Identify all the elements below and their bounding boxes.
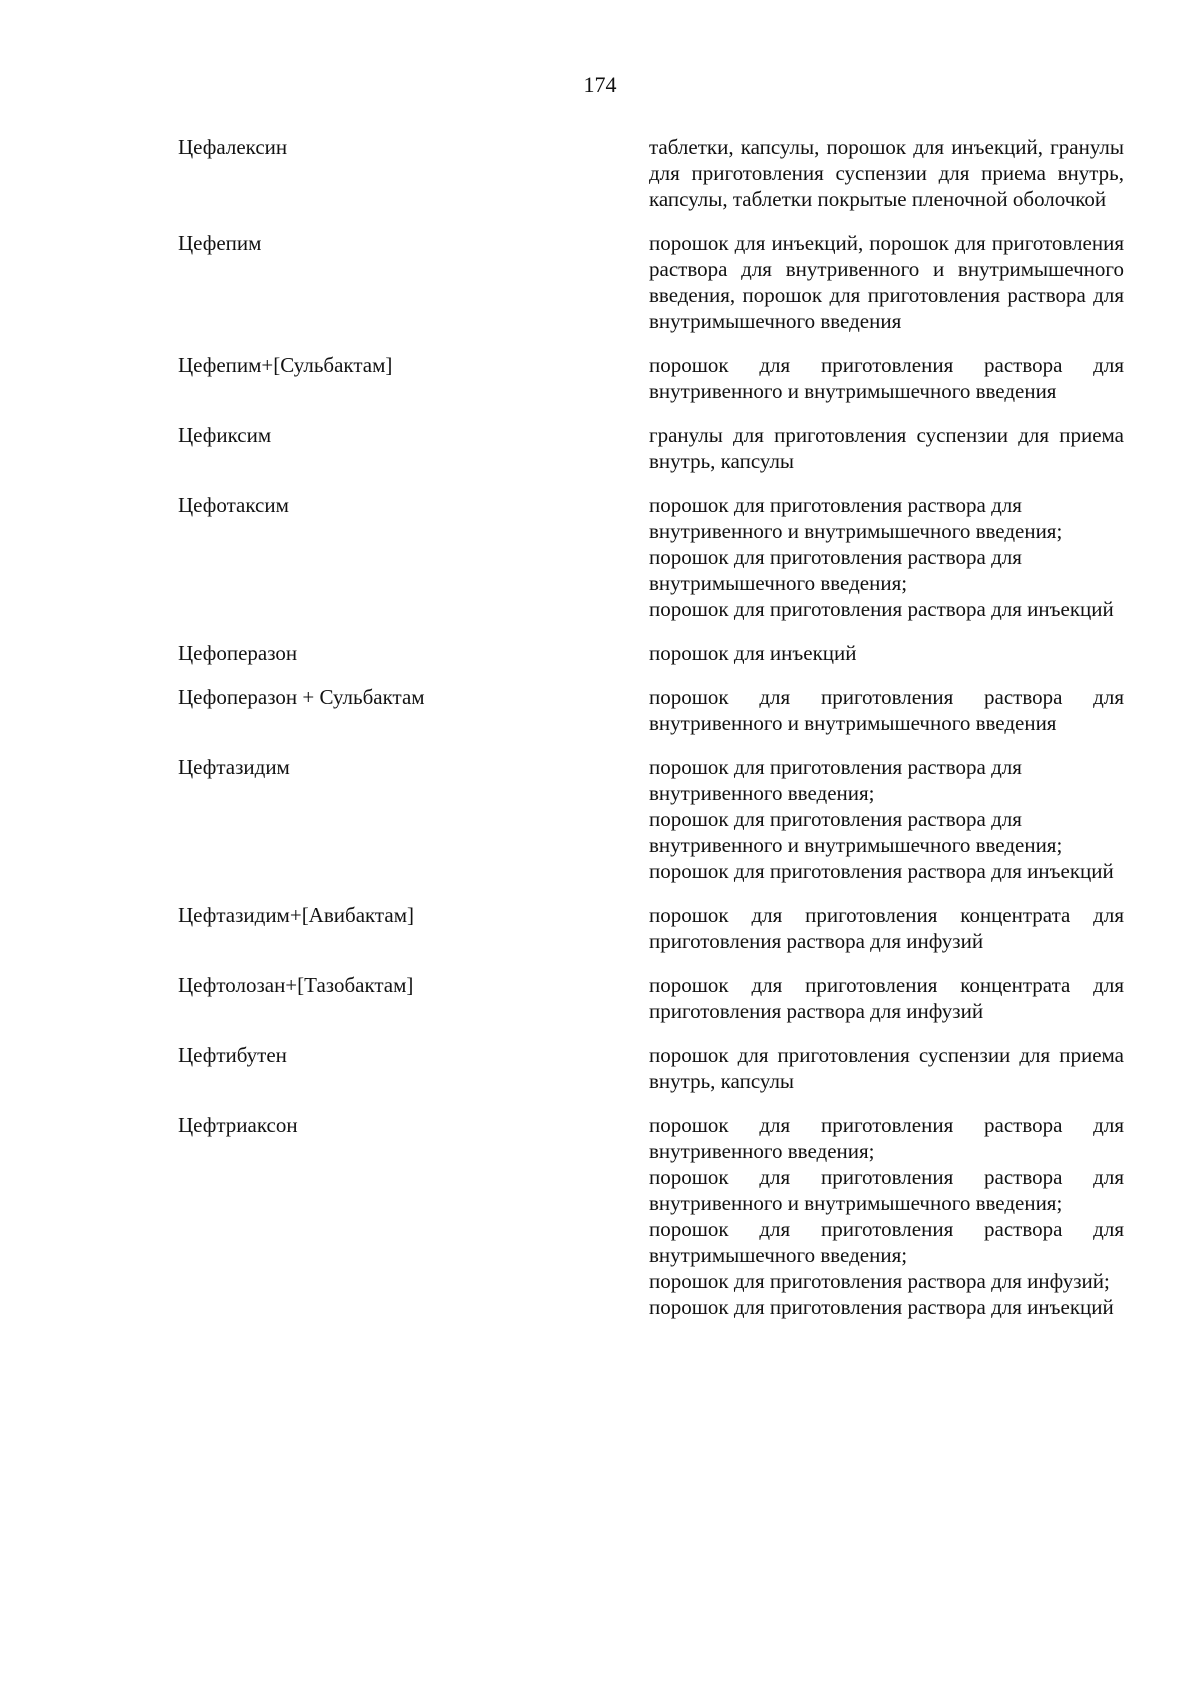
drug-entry <box>178 902 1124 954</box>
dosage-form: порошок для приготовления раствора для внутривенного и внутримышечного введения; <box>649 493 1063 543</box>
drug-name: Цефотаксим <box>178 493 289 517</box>
dosage-form: порошок для приготовления раствора для внутривенного введения; <box>649 1113 1124 1163</box>
drug-name: Цефоперазон + Сульбактам <box>178 685 425 709</box>
dosage-form: порошок для приготовления раствора для внутривенного и внутримышечного введения <box>649 685 1124 735</box>
dosage-form: порошок для приготовления концентрата для приготовления раствора для инфузий <box>649 903 1124 953</box>
dosage-forms <box>649 492 1124 622</box>
drug-entry <box>178 684 1124 736</box>
dosage-form: порошок для приготовления концентрата для приготовления раствора для инфузий <box>649 973 1124 1023</box>
dosage-form: порошок для приготовления раствора для инъекций <box>649 859 1114 883</box>
dosage-forms <box>649 972 1124 1024</box>
drug-entry <box>178 754 1124 884</box>
dosage-form: порошок для приготовления раствора для внутривенного и внутримышечного введения <box>649 353 1124 403</box>
dosage-form: порошок для приготовления суспензии для приема внутрь, капсулы <box>649 1043 1124 1093</box>
drug-name: Цефтриаксон <box>178 1113 298 1137</box>
dosage-forms <box>649 640 1124 666</box>
dosage-form: гранулы для приготовления суспензии для приема внутрь, капсулы <box>649 423 1124 473</box>
dosage-forms <box>649 352 1124 404</box>
dosage-form: порошок для инъекций <box>649 641 857 665</box>
dosage-form: порошок для приготовления раствора для внутривенного и внутримышечного введения; <box>649 1165 1124 1215</box>
drug-list <box>178 134 1124 1320</box>
dosage-forms <box>649 1112 1124 1320</box>
drug-name: Цефоперазон <box>178 641 298 665</box>
drug-name: Цефтазидим+[Авибактам] <box>178 903 414 927</box>
dosage-forms <box>649 684 1124 736</box>
dosage-forms <box>649 902 1124 954</box>
dosage-form: порошок для приготовления раствора для внутривенного введения; <box>649 755 1022 805</box>
drug-name: Цефтибутен <box>178 1043 287 1067</box>
drug-entry <box>178 422 1124 474</box>
drug-entry <box>178 230 1124 334</box>
drug-entry <box>178 492 1124 622</box>
drug-name: Цефепим <box>178 231 262 255</box>
page-number: 174 <box>583 72 617 97</box>
drug-name: Цефалексин <box>178 135 288 159</box>
dosage-form: порошок для приготовления раствора для инфузий; <box>649 1269 1110 1293</box>
dosage-form: порошок для инъекций, порошок для приготовления раствора для внутривенного и внутримышечного введения, порошок для приготовления раствора для внутримышечного введения <box>649 231 1124 333</box>
drug-entry <box>178 352 1124 404</box>
dosage-form: порошок для приготовления раствора для внутримышечного введения; <box>649 1217 1124 1267</box>
dosage-form: таблетки, капсулы, порошок для инъекций, гранулы для приготовления суспензии для приема внутрь, капсулы, таблетки покрытые пленочной оболочкой <box>649 135 1124 211</box>
drug-entry <box>178 1112 1124 1320</box>
dosage-forms <box>649 230 1124 334</box>
dosage-form: порошок для приготовления раствора для инъекций <box>649 597 1114 621</box>
drug-entry <box>178 972 1124 1024</box>
drug-entry <box>178 1042 1124 1094</box>
drug-entry <box>178 640 1124 666</box>
dosage-forms <box>649 134 1124 212</box>
dosage-form: порошок для приготовления раствора для инъекций <box>649 1295 1114 1319</box>
dosage-form: порошок для приготовления раствора для внутривенного и внутримышечного введения; <box>649 807 1063 857</box>
dosage-form: порошок для приготовления раствора для внутримышечного введения; <box>649 545 1022 595</box>
drug-name: Цефтолозан+[Тазобактам] <box>178 973 414 997</box>
dosage-forms <box>649 754 1124 884</box>
drug-name: Цефепим+[Сульбактам] <box>178 353 393 377</box>
drug-name: Цефиксим <box>178 423 272 447</box>
drug-name: Цефтазидим <box>178 755 290 779</box>
dosage-forms <box>649 422 1124 474</box>
drug-entry <box>178 134 1124 212</box>
dosage-forms <box>649 1042 1124 1094</box>
